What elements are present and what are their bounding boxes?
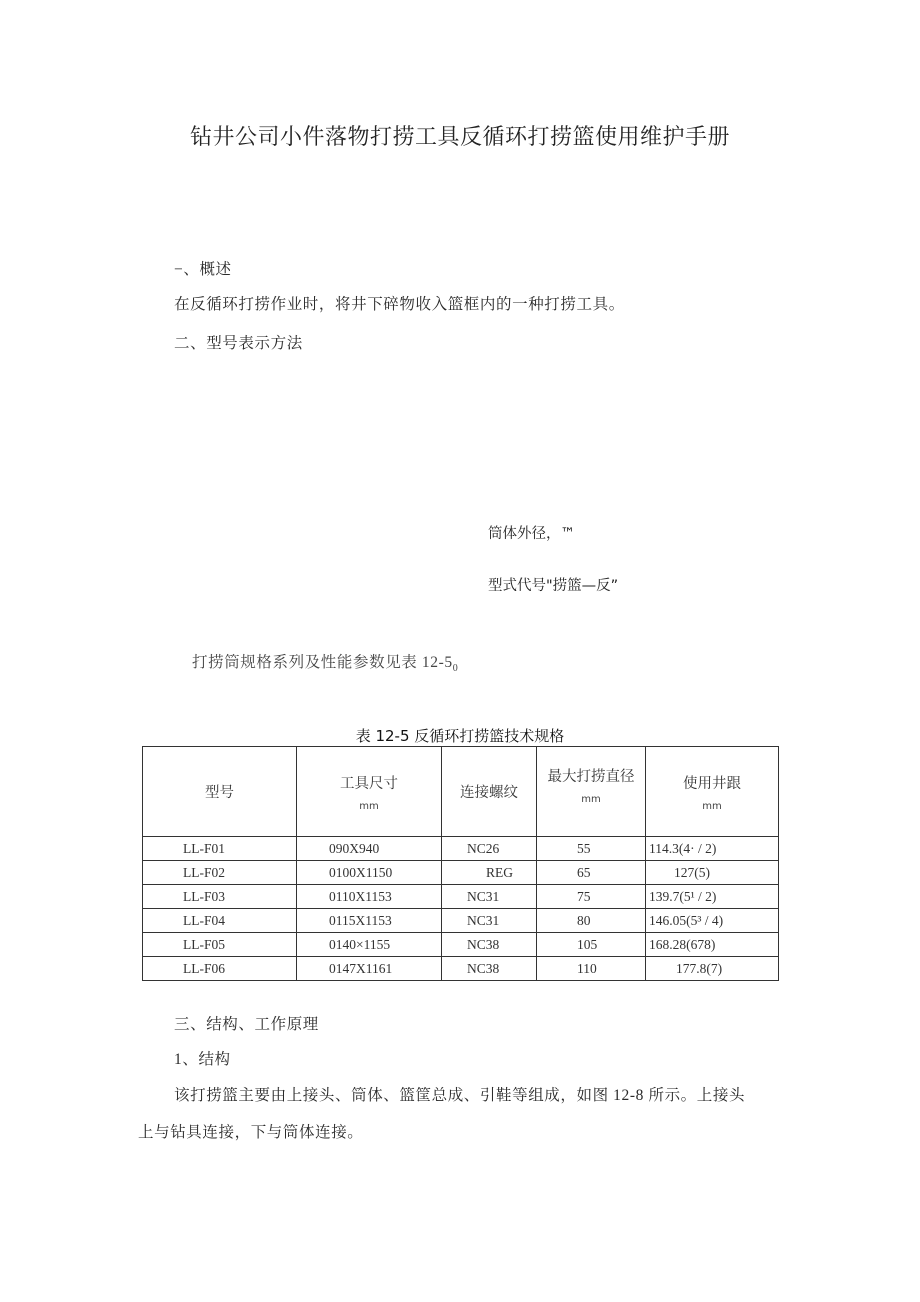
- header-label: 使用井跟: [683, 775, 741, 792]
- overview-body: 在反循环打捞作业时，将井下碎物收入篮框内的一种打捞工具。: [174, 296, 625, 313]
- cell-max-diameter: 110: [537, 957, 646, 981]
- header-unit: mm: [581, 794, 601, 805]
- cell-max-diameter: 80: [537, 909, 646, 933]
- structure-body-line-2: 上与钻具连接，下与筒体连接。: [138, 1124, 364, 1141]
- cell-model: LL-F05: [143, 933, 297, 957]
- cell-well-size: 139.7(5¹ / 2): [646, 885, 779, 909]
- header-label: 型号: [205, 785, 234, 801]
- table-header-row: [143, 747, 779, 837]
- cell-model: LL-F06: [143, 957, 297, 981]
- cell-max-diameter: 65: [537, 861, 646, 885]
- cell-thread: NC31: [442, 909, 537, 933]
- cell-well-size: 114.3(4· / 2): [646, 837, 779, 861]
- cell-thread: REG: [442, 861, 537, 885]
- cell-max-diameter: 105: [537, 933, 646, 957]
- header-thread: [442, 747, 537, 837]
- cell-model: LL-F03: [143, 885, 297, 909]
- cell-tool-size: 0115X1153: [297, 909, 442, 933]
- cell-model: LL-F02: [143, 861, 297, 885]
- spec-reference-note: [192, 650, 458, 674]
- cell-well-size: 127(5): [646, 861, 779, 885]
- model-notation-heading: 二、型号表示方法: [174, 335, 303, 352]
- document-title: 钻井公司小件落物打捞工具反循环打捞篮使用维护手册: [189, 125, 730, 150]
- cell-model: LL-F01: [143, 837, 297, 861]
- header-label: 工具尺寸: [340, 775, 398, 792]
- cell-max-diameter: 55: [537, 837, 646, 861]
- structure-subheading: 1、结构: [174, 1051, 231, 1068]
- header-label: 连接螺纹: [460, 785, 518, 801]
- cell-thread: NC26: [442, 837, 537, 861]
- cell-well-size: 177.8(7): [646, 957, 779, 981]
- cell-tool-size: 0147X1161: [297, 957, 442, 981]
- header-tool-size: [297, 747, 442, 837]
- cell-thread: NC38: [442, 933, 537, 957]
- table-row: [143, 885, 779, 909]
- header-model: [143, 747, 297, 837]
- cell-max-diameter: 75: [537, 885, 646, 909]
- cell-model: LL-F04: [143, 909, 297, 933]
- cell-tool-size: 090X940: [297, 837, 442, 861]
- cell-thread: NC31: [442, 885, 537, 909]
- spec-reference-subscript: 0: [452, 663, 459, 675]
- structure-heading: 三、结构、工作原理: [174, 1016, 319, 1033]
- cell-thread: NC38: [442, 957, 537, 981]
- header-label: 最大打捞直径: [547, 769, 635, 785]
- cell-tool-size: 0110X1153: [297, 885, 442, 909]
- cell-well-size: 168.28(678): [646, 933, 779, 957]
- header-well-size: [646, 747, 779, 837]
- overview-heading: −、概述: [174, 261, 232, 278]
- header-unit: mm: [359, 800, 379, 812]
- table-row: [143, 837, 779, 861]
- spec-reference-text: 打捞筒规格系列及性能参数见表 12-5: [192, 654, 453, 671]
- header-max-diameter: [537, 747, 646, 837]
- cell-well-size: 146.05(5³ / 4): [646, 909, 779, 933]
- header-unit: mm: [702, 800, 722, 812]
- table-row: [143, 957, 779, 981]
- table-row: [143, 909, 779, 933]
- table-row: [143, 933, 779, 957]
- cell-tool-size: 0140×1155: [297, 933, 442, 957]
- table-row: [143, 861, 779, 885]
- structure-body-line-1: 该打捞篮主要由上接头、筒体、篮筐总成、引鞋等组成，如图 12-8 所示。上接头: [174, 1087, 746, 1104]
- cell-tool-size: 0100X1150: [297, 861, 442, 885]
- table-caption: 表 12-5 反循环打捞篮技术规格: [355, 727, 565, 745]
- spec-table: [142, 746, 779, 981]
- diagram-label-type-code: 型式代号"捞篮—反”: [488, 578, 619, 594]
- diagram-label-outer-diameter: 筒体外径，™: [488, 526, 575, 542]
